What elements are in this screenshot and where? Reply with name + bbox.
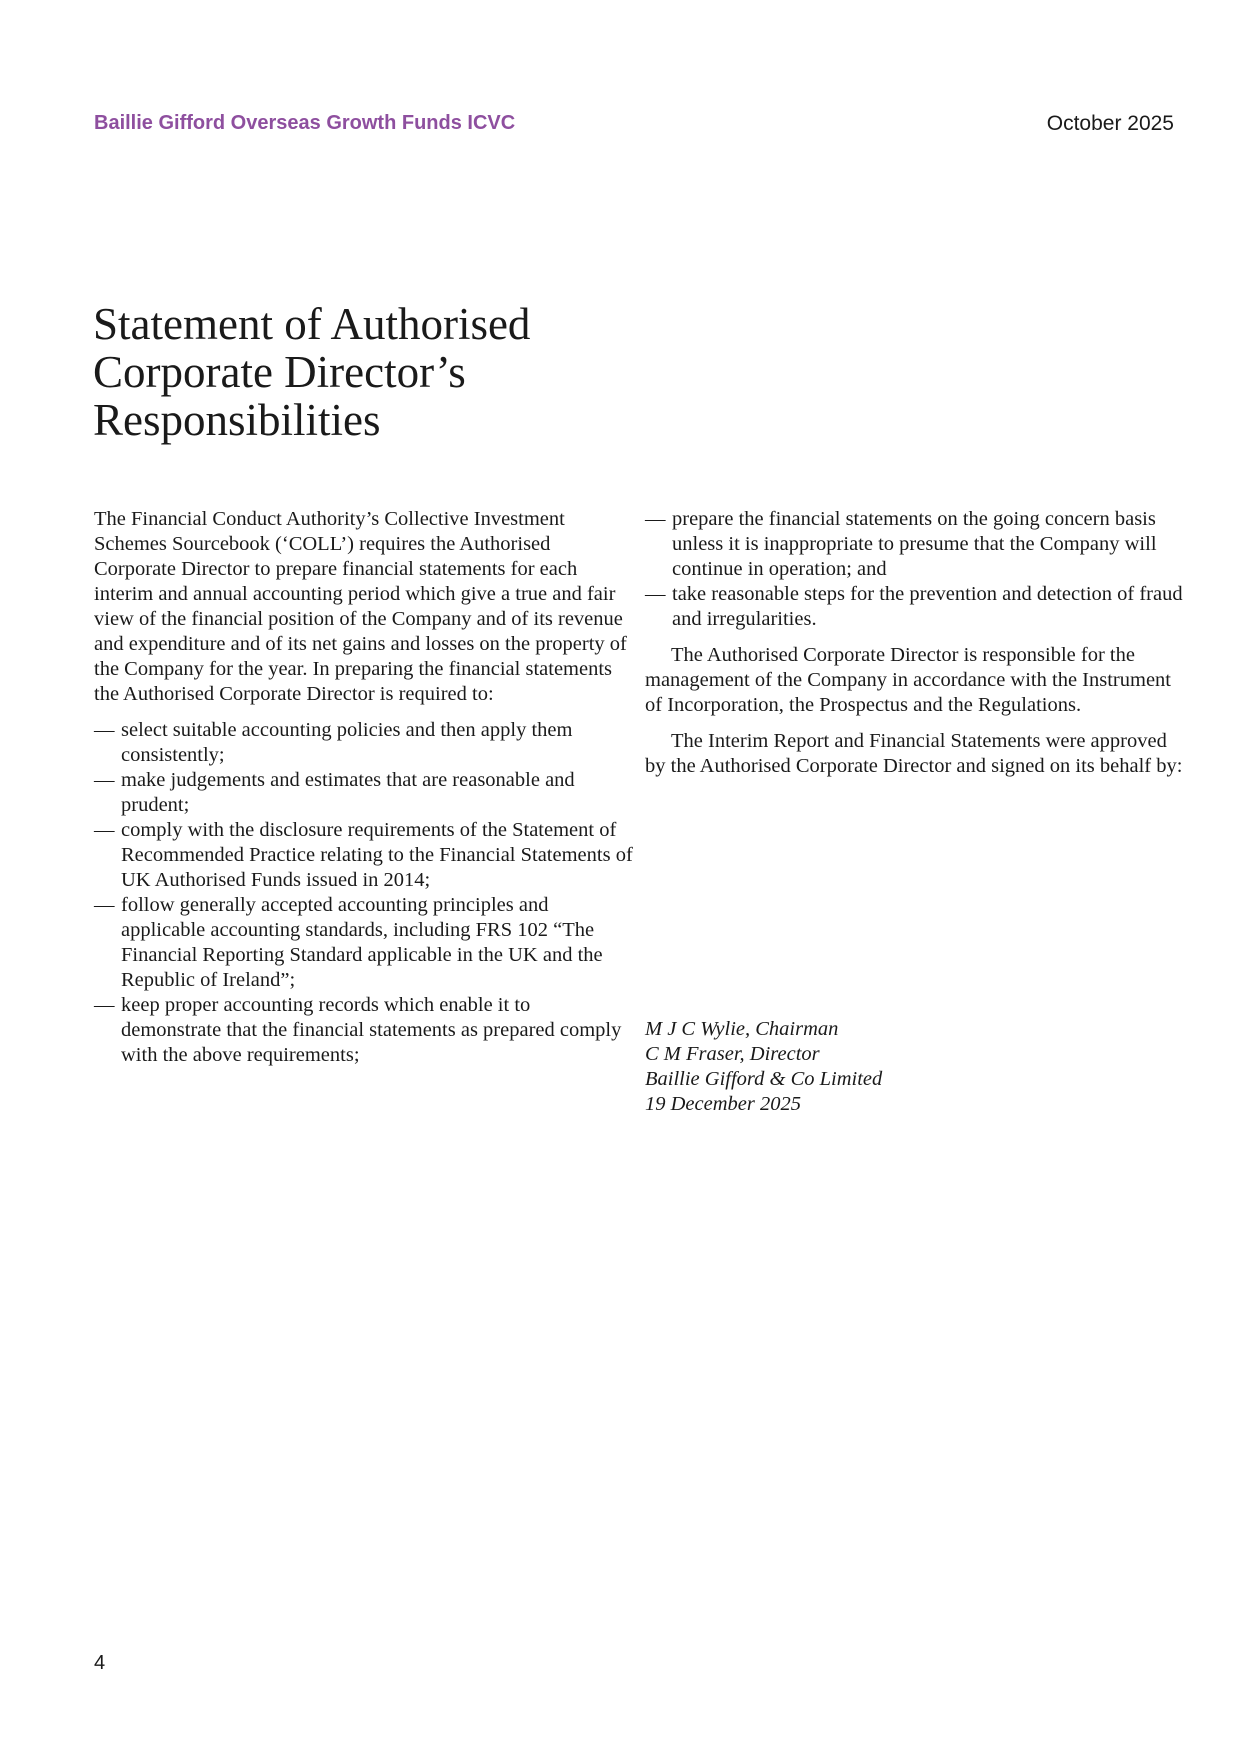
title-line: Statement of Authorised <box>93 299 531 349</box>
title-line: Responsibilities <box>93 395 381 445</box>
dash-marker: — <box>94 819 115 841</box>
list-item <box>94 818 634 893</box>
report-date: October 2025 <box>1046 112 1174 135</box>
right-column <box>645 507 1185 790</box>
intro-paragraph: The Financial Conduct Authority’s Collective Investment Schemes Sourcebook (‘COLL’) requires the Authorised Corporate Director to prepare financial statements for each interim and annual accounting period which give a true and fair view of the financial position of the Company and of its revenue and expenditure and of its net gains and losses on the property of the Company for the year. In preparing the financial statements the Authorised Corporate Director is required to: <box>94 508 627 705</box>
list-item-text: select suitable accounting policies and then apply them consistently; <box>121 719 573 766</box>
left-column <box>94 507 634 1079</box>
list-item-text: follow generally accepted accounting principles and applicable accounting standards, including FRS 102 “The Financial Reporting Standard applicable in the UK and the Republic of Ireland”; <box>121 894 603 991</box>
list-item <box>94 718 634 768</box>
signature-block <box>645 1017 882 1117</box>
dash-marker: — <box>94 719 115 741</box>
list-item <box>645 582 1185 632</box>
page-number: 4 <box>94 1652 106 1674</box>
signatory-company: Baillie Gifford & Co Limited <box>645 1068 883 1090</box>
list-item <box>94 893 634 993</box>
approval-paragraph: The Interim Report and Financial Statements were approved by the Authorised Corporate Director and signed on its behalf by: <box>645 730 1183 777</box>
dash-marker: — <box>645 583 666 605</box>
fund-name-header: Baillie Gifford Overseas Growth Funds ICVC <box>94 112 516 134</box>
dash-marker: — <box>94 769 115 791</box>
title-line: Corporate Director’s <box>93 347 466 397</box>
list-item <box>645 507 1185 582</box>
page-title <box>93 300 693 444</box>
requirements-list-continued <box>645 507 1185 632</box>
list-item <box>94 768 634 818</box>
signatory-director: C M Fraser, Director <box>645 1043 820 1065</box>
dash-marker: — <box>94 894 115 916</box>
dash-marker: — <box>645 508 666 530</box>
dash-marker: — <box>94 994 115 1016</box>
signature-date: 19 December 2025 <box>645 1093 801 1115</box>
list-item-text: comply with the disclosure requirements of the Statement of Recommended Practice relating to the Financial Statements of UK Authorised Funds issued in 2014; <box>121 819 633 891</box>
signatory-chairman: M J C Wylie, Chairman <box>645 1018 839 1040</box>
list-item-text: keep proper accounting records which enable it to demonstrate that the financial statements as prepared comply with the above requirements; <box>121 994 622 1066</box>
responsibility-paragraph: The Authorised Corporate Director is responsible for the management of the Company in accordance with the Instrument of Incorporation, the Prospectus and the Regulations. <box>645 644 1171 716</box>
list-item-text: make judgements and estimates that are reasonable and prudent; <box>121 769 575 816</box>
list-item <box>94 993 634 1068</box>
list-item-text: prepare the financial statements on the going concern basis unless it is inappropriate to presume that the Company will continue in operation; and <box>672 508 1157 580</box>
list-item-text: take reasonable steps for the prevention and detection of fraud and irregularities. <box>672 583 1183 630</box>
requirements-list <box>94 718 634 1068</box>
